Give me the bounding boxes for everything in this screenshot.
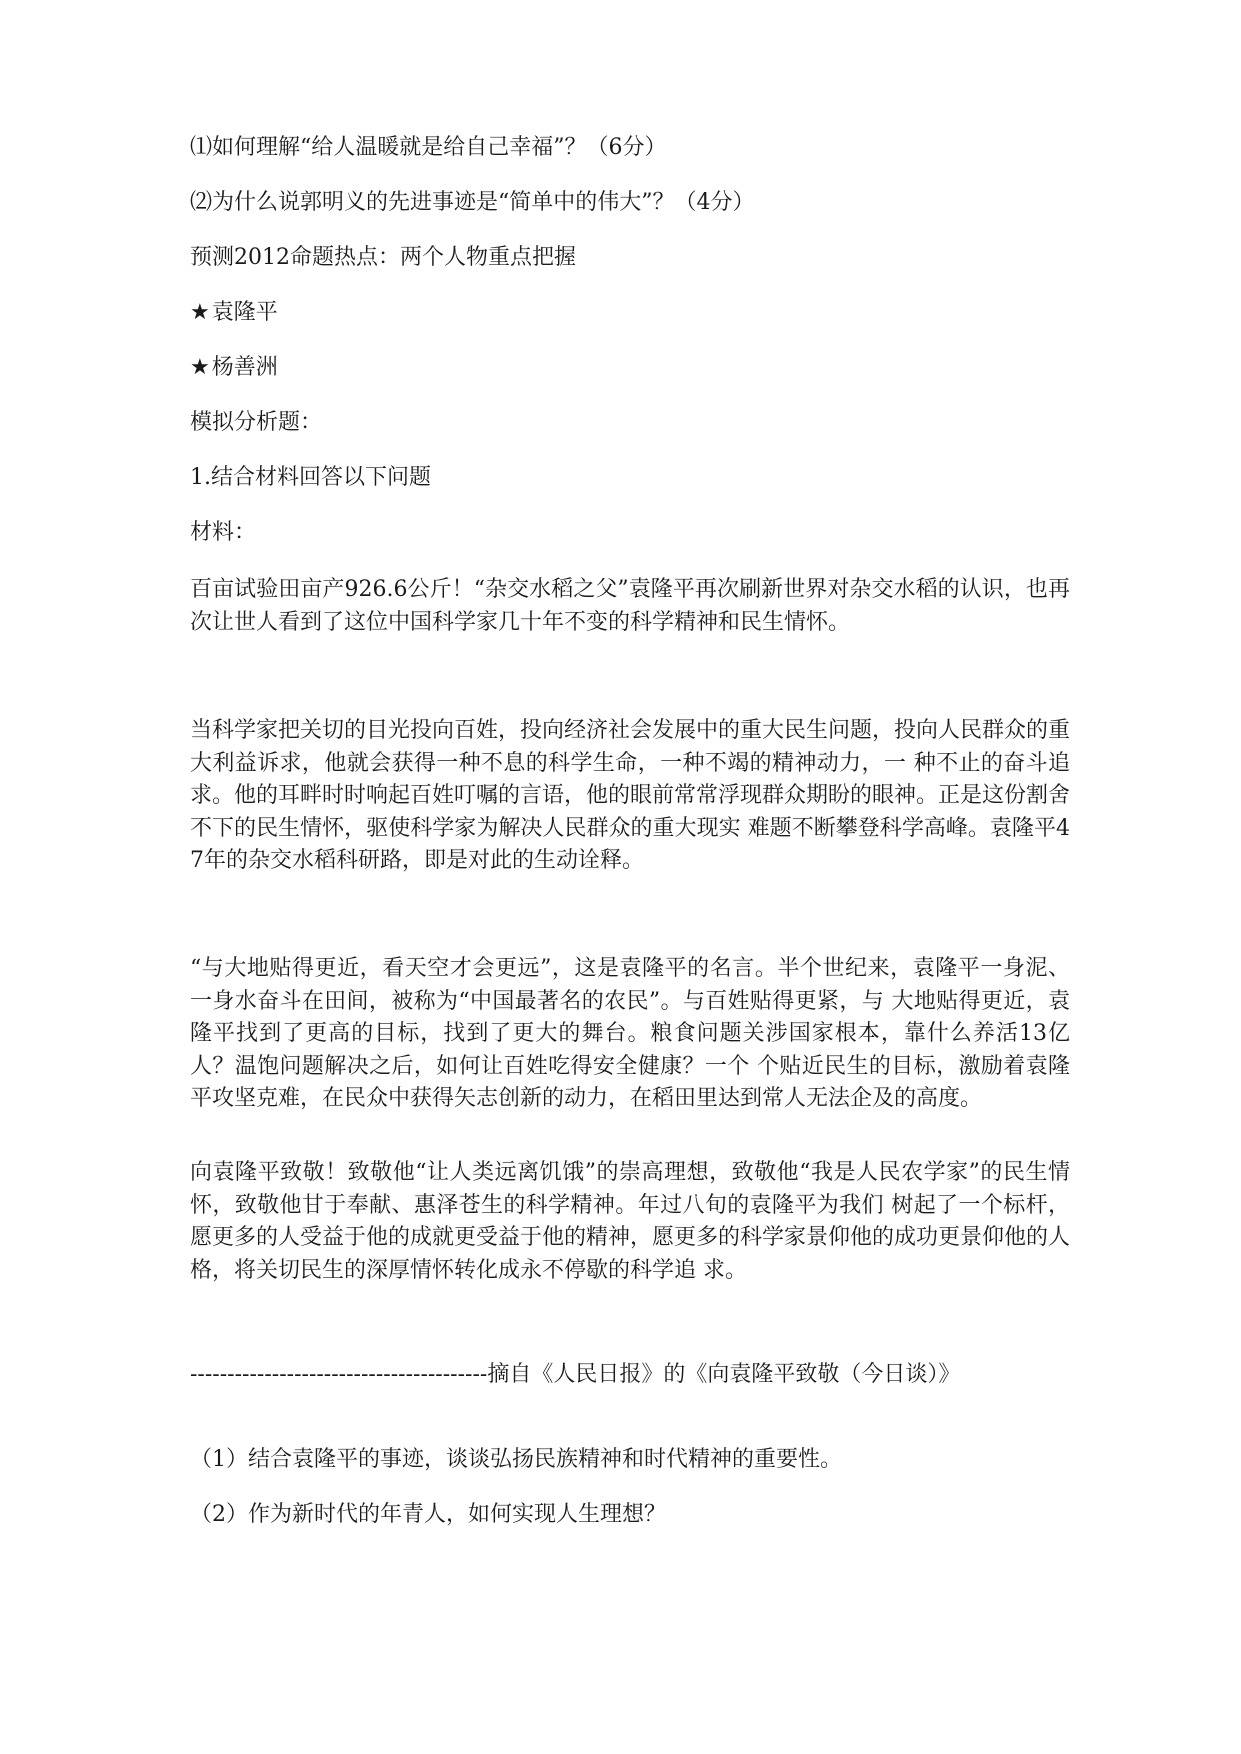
question-2-top: ⑵为什么说郭明义的先进事迹是“简单中的伟大”？（4分） <box>190 190 755 215</box>
material-paragraph-2: 当科学家把关切的目光投向百姓，投向经济社会发展中的重大民生问题，投向人民群众的重大利益诉求，他就会获得一种不息的科学生命，一种不竭的精神动力，一 种不止的奋斗追求。他的耳畔时时响起百姓叮嘱的言语，他的眼前常常浮现群众期盼的眼神。正是这份割舍不下的民生情怀，驱使科学家为解决人民群众的重大现实 难题不断攀登科学高峰。袁隆平47年的杂交水稻科研路，即是对此的生动诠释。 <box>190 718 1071 873</box>
person-name-2: 杨善洲 <box>211 355 278 380</box>
person-name-1: 袁隆平 <box>211 300 278 325</box>
star-icon: ★ <box>190 300 210 325</box>
source-citation: ----------------------------------------摘自《人民日报》的《向袁隆平致敬（今日谈）》 <box>190 1362 961 1387</box>
material-label: 材料： <box>190 520 257 545</box>
material-paragraph-3: “与大地贴得更近，看天空才会更远”，这是袁隆平的名言。半个世纪来，袁隆平一身泥、一身水奋斗在田间，被称为“中国最著名的农民”。与百姓贴得更紧，与 大地贴得更近，袁隆平找到了更高的目标，找到了更大的舞台。粮食问题关涉国家根本，靠什么养活13亿人？温饱问题解决之后，如何让百姓吃得安全健康？一个 个贴近民生的目标，激励着袁隆平攻坚克难，在民众中获得矢志创新的动力，在稻田里达到常人无法企及的高度。 <box>190 956 1070 1111</box>
material-paragraph-4: 向袁隆平致敬！致敬他“让人类远离饥饿”的崇高理想，致敬他“我是人民农学家”的民生情怀，致敬他甘于奉献、惠泽苍生的科学精神。年过八旬的袁隆平为我们 树起了一个标杆，愿更多的人受益于他的成就更受益于他的精神，愿更多的科学家景仰他的成功更景仰他的人格，将关切民生的深厚情怀转化成永不停歇的科学追 求。 <box>190 1160 1071 1283</box>
simulation-heading: 模拟分析题： <box>190 410 323 435</box>
question-1-bottom: （1）结合袁隆平的事迹，谈谈弘扬民族精神和时代精神的重要性。 <box>190 1447 842 1472</box>
person-item-2 <box>190 353 278 383</box>
person-item-1 <box>190 298 278 328</box>
forecast-title: 预测2012命题热点：两个人物重点把握 <box>190 245 576 270</box>
question-1-top: ⑴如何理解“给人温暖就是给自己幸福”？（6分） <box>190 135 667 160</box>
question-2-bottom: （2）作为新时代的年青人，如何实现人生理想？ <box>190 1502 666 1527</box>
star-icon: ★ <box>190 355 210 380</box>
material-paragraph-1: 百亩试验田亩产926.6公斤！“杂交水稻之父”袁隆平再次刷新世界对杂交水稻的认识，也再次让世人看到了这位中国科学家几十年不变的科学精神和民生情怀。 <box>190 577 1070 635</box>
simulation-task: 1.结合材料回答以下问题 <box>190 465 431 490</box>
